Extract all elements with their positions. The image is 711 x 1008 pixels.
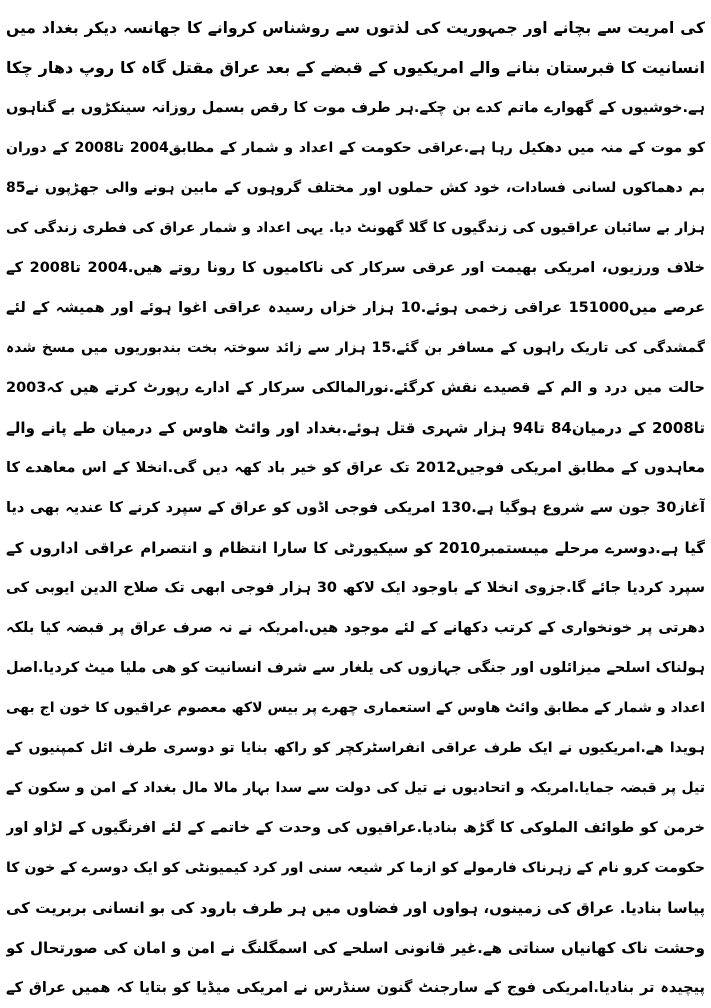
text-line: وحشت ناک کھانیاں سناتی ھے.غیر قانونی اسلحے کی اسمگلنگ نے امن و امان کی صورتحال کو <box>6 939 705 957</box>
text-line: اعداد و شمار کے مطابق وائٹ ھاوس کے استعماری چھرے پر بیس لاکھ معصوم عراقیوں کا خون اج بھی <box>6 700 705 716</box>
text-line: تیل پر قبضہ جمایا.امریکہ و اتحادیوں نے تیل کی دولت سے سدا بہار مالا مال بغداد کے امن و سکون کے <box>6 780 705 796</box>
text-line: سپرد کردیا جائے گا.جزوی انخلا کے باوجود ایک لاکھ 30 ہزار فوجی ابھی تک صلاح الدین ایوبی کی <box>6 580 705 596</box>
text-line: ہولناک اسلحے میزائلوں اور جنگی جہازوں کی یلغار سے شرف انسانیت کو ھی ملیا میٹ کردیا.اصل <box>6 660 705 676</box>
urdu-article-body <box>6 0 705 996</box>
text-line: دھرتی پر خونخواری کے کرتب دکھانے کے لئے موجود ھیں.امریکہ نے نہ صرف عراق پر قبضہ کیا بلکہ <box>6 620 705 636</box>
text-line: حکومت کرو نام کے زہرناک فارمولے کو ازما کر شیعہ سنی اور کرد کیمیونٹی کو ایک دوسرے کے خون کا <box>6 860 705 876</box>
text-line: گمشدگی کی تاریک راہوں کے مسافر بن گئے.15 ہزار سے زائد سوختہ بخت بندبوریوں میں مسخ شدہ <box>6 340 705 356</box>
text-line: ہے.خوشیوں کے گھوارے ماتم کدے بن چکے.ہر طرف موت کا رقص بسمل روزانہ سینکڑوں بے گناہوں <box>6 100 705 116</box>
text-line: حالت میں درد و الم کے قصیدے نقش کرگئے.نورالمالکی سرکار کے ادارے رپورٹ کرتے ھیں کہ2003 <box>6 380 705 396</box>
text-line: بم دھماکوں لسانی فسادات، خود کش حملوں اور مختلف گروہوں کے مابین ہونے والی جھڑپوں نے85 <box>6 180 705 196</box>
text-line: ہزار بے سائبان عراقیوں کی زندگیوں کا گلا گھونٹ دیا. یہی اعداد و شمار عراق کی فطری زندگی کی <box>6 220 705 236</box>
text-line: خلاف ورزیوں، امریکی بھیمت اور عرقی سرکار کی ناکامیوں کا رونا روتے ھیں.2004 تا2008 کے <box>6 260 705 276</box>
text-line: کی امریت سے بچانے اور جمہوریت کی لذتوں سے روشناس کروانے کا جھانسہ دیکر بغداد میں <box>6 19 705 37</box>
text-line: انسانیت کا قبرستان بنانے والے امریکیوں کے قبضے کے بعد عراق مقتل گاہ کا روپ دھار چکا <box>6 58 705 77</box>
text-line: کو موت کے منہ میں دھکیل رہا ہے.عراقی حکومت کے اعداد و شمار کے مطابق2004 تا2008 کے دوران <box>6 140 705 156</box>
text-line: پیچیدہ تر بنادیا.امریکی فوج کے سارجنٹ گنون سنڈرس نے امریکی میڈیا کو بتایا کہ ھمیں عراق کے <box>6 980 705 996</box>
text-line: گیا ہے.دوسرے مرحلے میںستمبر2010 کو سیکیورٹی کا سارا انتظام و انتصرام عراقی اداروں کے <box>6 539 705 557</box>
text-line: پیاسا بنادیا. عراق کی زمینوں، ہواوں اور فضاوں میں ہر طرف بارود کی بو انسانی بربریت کی <box>6 899 705 917</box>
text-line: معاہدوں کے مطابق امریکی فوجیں2012 تک عراق کو خیر باد کھہ دیں گی.انخلا کے اس معاھدے کا <box>6 460 705 476</box>
text-line: آغاز30 جون سے شروع ہوگیا ہے.130 امریکی فوجی اڈوں کو عراق کے سپرد کرنے کا عندیہ بھی دیا <box>6 500 705 516</box>
text-line: تا2008 کے درمیان84 تا94 ہزار شہری قتل ہوئے.بغداد اور وائٹ ھاوس کے درمیان طے پانے والے <box>6 419 705 437</box>
text-line: عرصے میں151000 عراقی زخمی ہوئے.10 ہزار خزاں رسیدہ عراقی اغوا ہوئے اور ھمیشہ کے لئے <box>6 300 705 316</box>
text-line: خرمن کو طوائف الملوکی کا گڑھ بنادیا.عراقیوں کی وحدت کے خاتمے کے لئے افرنگیوں کے لڑاو اور <box>6 820 705 836</box>
text-line: ہویدا ھے.امریکیوں نے ایک طرف عراقی انفراسٹرکچر کو راکھ بنایا تو دوسری طرف ائل کمپنیوں کے <box>6 740 705 756</box>
